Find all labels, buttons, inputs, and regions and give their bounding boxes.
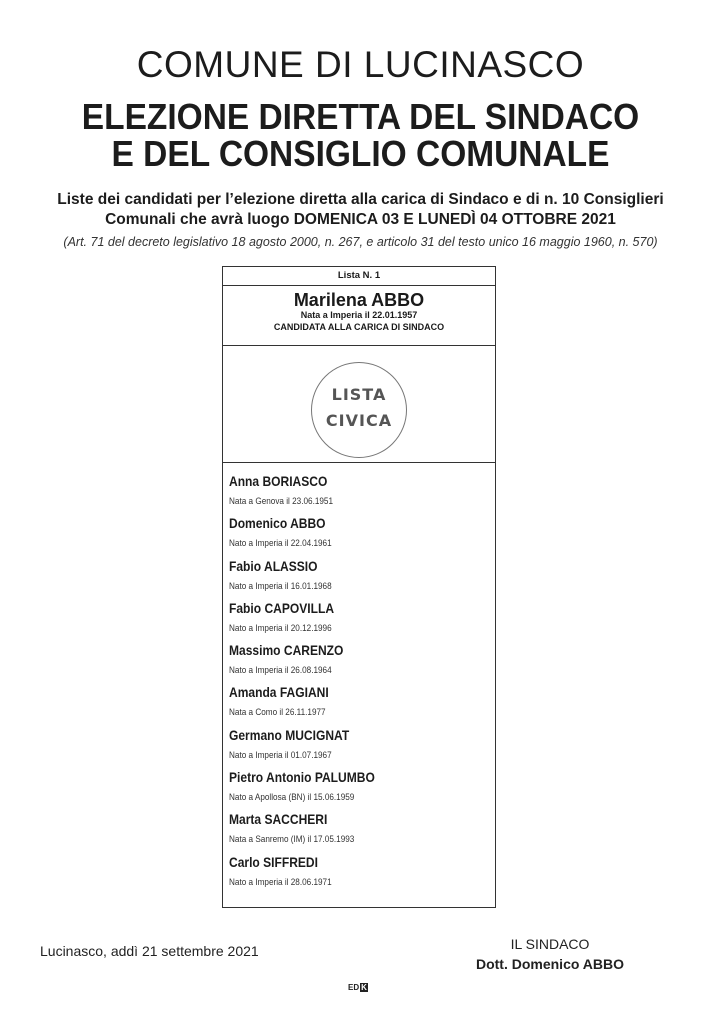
election-dates: DOMENICA 03 E LUNEDÌ 04 OTTOBRE 2021 bbox=[293, 211, 616, 228]
ballot-list bbox=[222, 266, 496, 908]
list-item bbox=[229, 769, 495, 811]
election-title bbox=[25, 98, 696, 172]
council-candidate-birth: Nato a Imperia il 28.06.1971 bbox=[229, 876, 332, 888]
list-item bbox=[229, 854, 495, 896]
list-item bbox=[229, 473, 495, 515]
list-symbol-line1: LISTA bbox=[331, 385, 387, 404]
council-candidate-name: Amanda FAGIANI bbox=[229, 684, 329, 701]
list-item bbox=[229, 558, 495, 600]
mayor-candidate bbox=[223, 286, 495, 346]
signer-name: Dott. Domenico ABBO bbox=[475, 956, 625, 972]
publisher-logo bbox=[348, 983, 368, 992]
list-item bbox=[229, 811, 495, 853]
council-candidate-birth: Nato a Imperia il 16.01.1968 bbox=[229, 580, 332, 592]
list-item bbox=[229, 727, 495, 769]
council-candidate-name: Germano MUCIGNAT bbox=[229, 726, 350, 743]
mayor-candidate-name: Marilena ABBO bbox=[293, 290, 425, 310]
council-candidate-birth: Nata a Sanremo (IM) il 17.05.1993 bbox=[229, 834, 355, 846]
council-candidates bbox=[223, 463, 495, 896]
council-candidate-birth: Nato a Apollosa (BN) il 15.06.1959 bbox=[229, 792, 355, 804]
signer-role: IL SINDACO bbox=[510, 936, 590, 952]
council-candidate-name: Massimo CARENZO bbox=[229, 642, 344, 659]
lists-description-prefix: Comunali che avrà luogo bbox=[105, 211, 290, 228]
council-candidate-birth: Nata a Genova il 23.06.1951 bbox=[229, 496, 334, 507]
list-item bbox=[229, 684, 495, 726]
list-symbol-line2: CIVICA bbox=[325, 411, 393, 430]
council-candidate-birth: Nato a Imperia il 01.07.1967 bbox=[229, 749, 332, 761]
page-title: COMUNE DI LUCINASCO bbox=[136, 44, 585, 85]
council-candidate-birth: Nato a Imperia il 22.04.1961 bbox=[229, 538, 332, 550]
list-item bbox=[229, 515, 495, 557]
publisher-logo-right: K bbox=[361, 983, 367, 992]
council-candidate-birth: Nata a Como il 26.11.1977 bbox=[229, 707, 326, 719]
lists-description-line2 bbox=[0, 210, 721, 230]
list-item bbox=[229, 600, 495, 642]
list-item bbox=[229, 642, 495, 684]
election-title-line2: E DEL CONSIGLIO COMUNALE bbox=[111, 133, 610, 174]
election-title-line1: ELEZIONE DIRETTA DEL SINDACO bbox=[81, 96, 640, 137]
place-date: Lucinasco, addì 21 settembre 2021 bbox=[40, 943, 259, 959]
publisher-logo-left: ED bbox=[348, 983, 360, 992]
list-symbol-area bbox=[223, 346, 495, 463]
mayor-candidate-role: CANDIDATA ALLA CARICA DI SINDACO bbox=[273, 322, 445, 332]
council-candidate-name: Anna BORIASCO bbox=[229, 473, 328, 489]
lists-description bbox=[0, 190, 721, 230]
council-candidate-birth: Nato a Imperia il 20.12.1996 bbox=[229, 622, 332, 634]
list-number: Lista N. 1 bbox=[223, 267, 495, 286]
legal-reference: (Art. 71 del decreto legislativo 18 agosto 2000, n. 267, e articolo 31 del testo unico 16 maggio 1960, n. 570) bbox=[63, 235, 658, 249]
council-candidate-name: Fabio ALASSIO bbox=[229, 557, 318, 574]
council-candidate-name: Marta SACCHERI bbox=[229, 811, 328, 828]
council-candidate-birth: Nato a Imperia il 26.08.1964 bbox=[229, 665, 332, 677]
list-symbol-logo bbox=[311, 362, 407, 458]
signature-block bbox=[430, 934, 670, 974]
council-candidate-name: Fabio CAPOVILLA bbox=[229, 599, 335, 616]
council-candidate-name: Domenico ABBO bbox=[229, 515, 326, 532]
lists-description-line1: Liste dei candidati per l’elezione diretta alla carica di Sindaco e di n. 10 Consiglieri bbox=[57, 191, 664, 208]
council-candidate-name: Carlo SIFFREDI bbox=[229, 853, 318, 870]
council-candidate-name: Pietro Antonio PALUMBO bbox=[229, 769, 375, 786]
mayor-candidate-birth: Nata a Imperia il 22.01.1957 bbox=[300, 310, 418, 320]
